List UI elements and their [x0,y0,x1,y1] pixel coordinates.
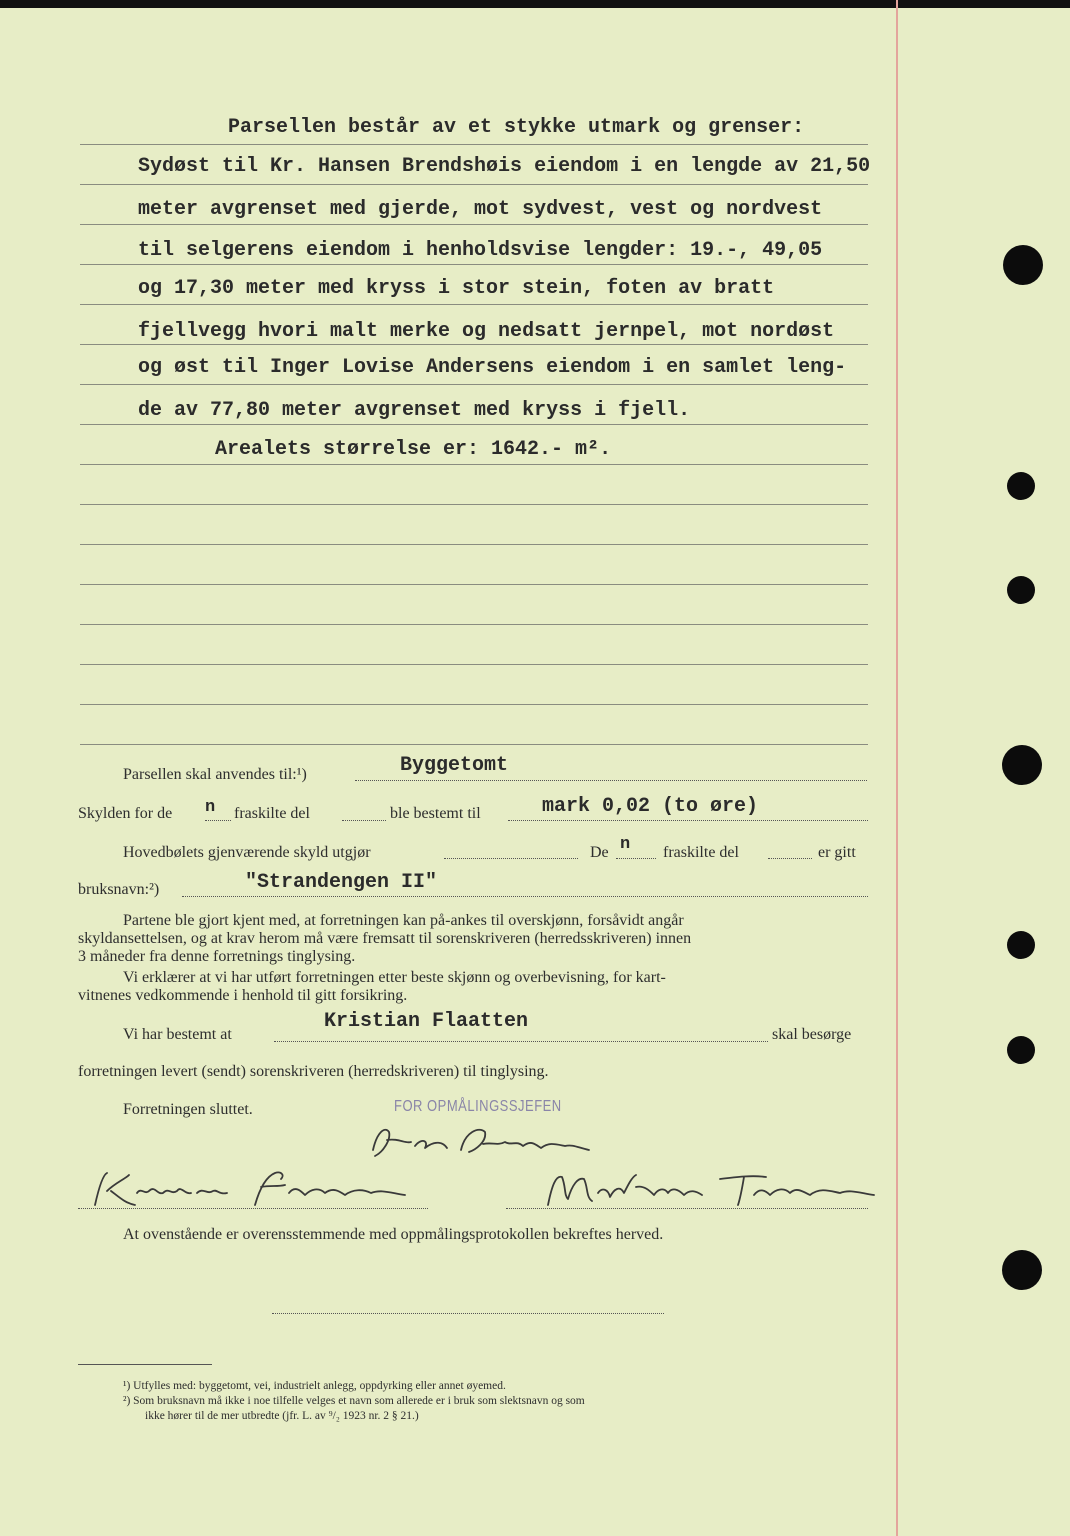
hoved-label-a: Hovedbølets gjenværende skyld utgjør [123,844,371,861]
skyld-label-a: Skylden for de [78,805,173,822]
hoved-fill-a [444,858,578,859]
footnote-2: ²) Som bruksnavn må ikke i noe tilfelle velges et navn som allerede er i bruk som slektsnavn og som [123,1395,585,1407]
typed-line: til selgerens eiendom i henholdsvise lengder: 19.-, 49,05 [138,239,823,262]
hoved-fill-b [616,858,656,859]
margin-rule [896,0,898,1536]
ruled-line [80,224,868,225]
skyld-label [78,806,172,822]
ruled-line [80,544,868,545]
skyld-sup: n [205,798,216,817]
binder-hole [1002,745,1042,785]
skyld-fill-a [205,820,231,821]
binder-hole [1003,245,1043,285]
anvendes-label: Parsellen skal anvendes til:¹) [123,766,307,783]
signature-line-right [506,1208,868,1209]
para1-line: Partene ble gjort kjent med, at forretningen kan på-ankes til overskjønn, forsåvidt angår [123,912,684,929]
hoved-fill-c [768,858,812,859]
typed-line: Sydøst til Kr. Hansen Brendshøis eiendom i en lengde av 21,50 [138,155,871,178]
area-line: Arealets størrelse er: 1642.- m². [215,438,612,461]
levert-line: forretningen levert (sendt) sorenskriveren (herredskriveren) til tinglysing. [78,1063,549,1080]
bruksnavn-fill [182,896,868,897]
bruksnavn-label: bruksnavn:²) [78,881,160,898]
footnote-2-cont: ikke hører til de mer utbredte (jfr. L. av ⁹/₂ 1923 nr. 2 § 21.) [145,1410,419,1422]
skyld-label-b: fraskilte del [234,805,310,822]
anvendes-fill [355,780,867,781]
ruled-line [80,304,868,305]
anvendes-value: Byggetomt [400,754,509,777]
ruled-line [80,424,868,425]
ruled-line [80,504,868,505]
bestemt-label: Vi har bestemt at [123,1026,232,1043]
para2-line: Vi erklærer at vi har utført forretningen etter beste skjønn og overbevisning, for kart- [123,969,666,986]
besorge-label: skal besørge [772,1026,852,1043]
scan-top-edge [0,0,1070,8]
binder-hole [1007,576,1035,604]
footnote-rule [78,1364,212,1365]
ruled-line [80,184,868,185]
ruled-line [80,664,868,665]
bestemt-fill [274,1041,768,1042]
typed-line: Parsellen består av et stykke utmark og grenser: [228,116,805,139]
typed-line: de av 77,80 meter avgrenset med kryss i fjell. [138,399,691,422]
ruled-line [80,704,868,705]
binder-hole [1002,1250,1042,1290]
ruled-line [80,344,868,345]
binder-hole [1007,1036,1035,1064]
attestation-text: At ovenstående er overensstemmende med oppmålingsprotokollen bekreftes herved. [123,1226,664,1243]
ruled-line [80,384,868,385]
hoved-label-b: De [590,844,609,861]
binder-hole [1007,931,1035,959]
ruled-line [80,744,868,745]
typed-line: og øst til Inger Lovise Andersens eiendom i en samlet leng- [138,356,847,379]
para1-line: skyldansettelsen, og at krav herom må være fremsatt til sorenskriveren (herredsskriveren) innen [78,930,692,947]
attestation-line [272,1313,664,1314]
typed-line: meter avgrenset med gjerde, mot sydvest, vest og nordvest [138,198,823,221]
sluttet-text: Forretningen sluttet. [123,1101,253,1118]
ruled-line [80,144,868,145]
typed-line: fjellvegg hvori malt merke og nedsatt jernpel, mot nordøst [138,320,835,343]
footnote-1: ¹) Utfylles med: byggetomt, vei, industrielt anlegg, oppdyrking eller annet øyemed. [123,1380,506,1392]
ruled-line [80,584,868,585]
hoved-label-c: fraskilte del [663,844,739,861]
para2-line: vitnenes vedkommende i henhold til gitt forsikring. [78,987,408,1004]
bestemt-value: Kristian Flaatten [324,1010,529,1033]
skyld-label-c: ble bestemt til [390,805,481,822]
office-stamp: FOR OPMÅLINGSSJEFEN [394,1096,562,1115]
hoved-sup: n [620,835,631,854]
binder-hole [1007,472,1035,500]
signature-surveyor [365,1118,595,1168]
signature-line-left [78,1208,428,1209]
typed-line: og 17,30 meter med kryss i stor stein, foten av bratt [138,277,775,300]
ruled-line [80,464,868,465]
ruled-line [80,624,868,625]
skyld-fill-b [342,820,386,821]
skyld-fill-c [508,820,868,821]
ruled-line [80,264,868,265]
bruksnavn-value: "Strandengen II" [245,871,438,894]
skyld-value: mark 0,02 (to øre) [542,795,759,818]
para1-line: 3 måneder fra denne forretnings tinglysing. [78,948,356,965]
hoved-label-d: er gitt [818,844,856,861]
